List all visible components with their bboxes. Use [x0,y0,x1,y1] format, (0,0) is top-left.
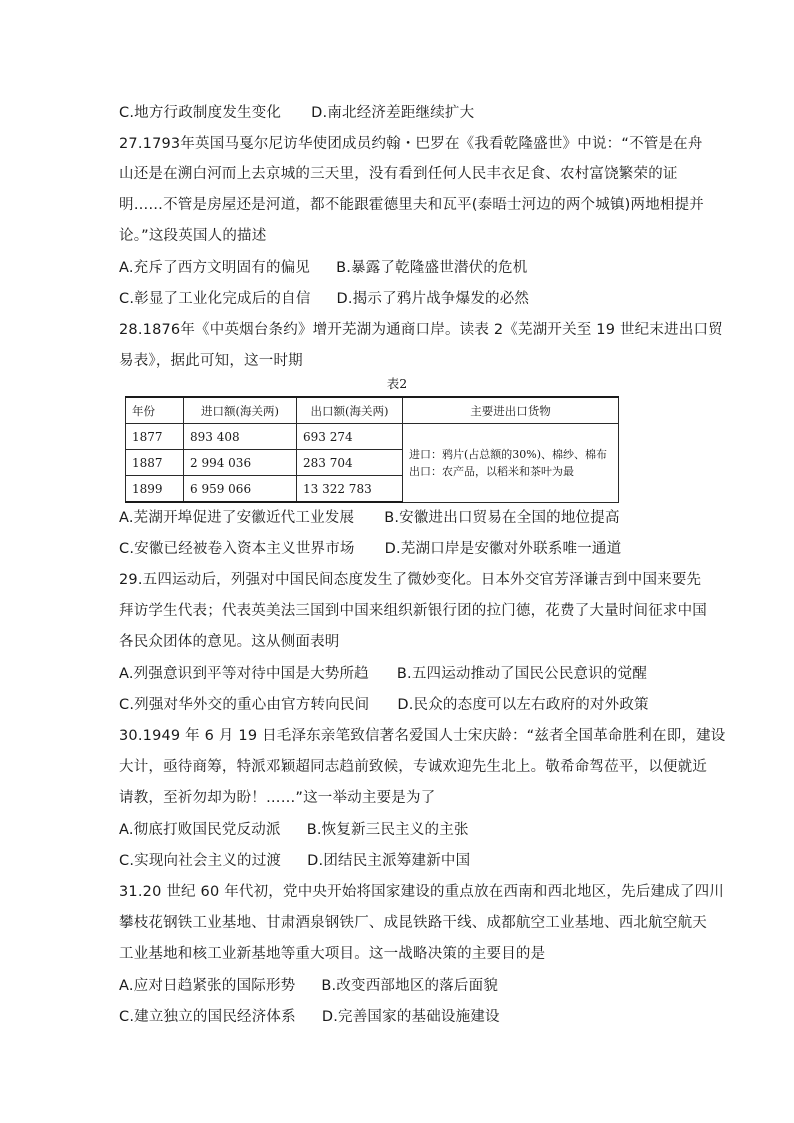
q28-stem-line-1: 28.1876年《中英烟台条约》增开芜湖为通商口岸。读表 2《芜湖开关至 19 世纪末进出口贸 [119,322,723,338]
q31-options-row-1 [119,976,498,996]
q29-stem-line-3: 各民众团体的意见。这从侧面表明 [119,634,340,650]
q28-option-d[interactable]: D.芜湖口岸是安徽对外联系唯一通道 [384,541,622,557]
q28-stem-line-2: 易表》，据此可知，这一时期 [119,353,303,369]
q29-option-a[interactable]: A.列强意识到平等对待中国是大势所趋 [119,666,369,682]
q29-option-d[interactable]: D.民众的态度可以左右政府的对外政策 [397,697,649,713]
cell-import: 2 994 036 [184,450,297,476]
q28-options-row-1 [119,508,620,528]
cell-year: 1899 [126,476,184,503]
q30-stem-line-1: 30.1949 年 6 月 19 日毛泽东亲笔致信著名爱国人士宋庆龄：“兹者全国革命胜利在即，建设 [119,728,726,744]
table-caption: 表2 [386,376,408,391]
cell-import: 6 959 066 [184,476,297,503]
q27-option-d[interactable]: D.揭示了鸦片战争爆发的必然 [336,291,530,307]
cell-year: 1877 [126,424,184,450]
q26-option-d[interactable]: D.南北经济差距继续扩大 [311,105,475,121]
cell-import: 893 408 [184,424,297,450]
q31-stem-line-2: 攀枝花钢铁工业基地、甘肃酒泉钢铁厂、成昆铁路干线、成都航空工业基地、西北航空航天 [119,915,707,931]
q29-stem-line-2: 拜访学生代表；代表英美法三国到中国来组织新银行团的拉门德，花费了大量时间征求中国 [119,603,707,619]
q30-stem-line-3: 请教，至祈勿却为盼！……”这一举动主要是为了 [119,790,436,806]
q31-option-d[interactable]: D.完善国家的基础设施建设 [321,1009,500,1025]
q31-option-c[interactable]: C.建立独立的国民经济体系 [119,1009,296,1025]
q27-stem-line-2: 山还是在溯白河而上去京城的三天里，没有看到任何人民丰衣足食、农村富饶繁荣的证 [119,166,678,182]
q28-option-c[interactable]: C.安徽已经被卷入资本主义世界市场 [119,541,355,557]
q30-option-c[interactable]: C.实现向社会主义的过渡 [119,853,282,869]
q29-option-b[interactable]: B.五四运动推动了国民公民意识的觉醒 [396,666,648,682]
cell-goods [403,424,619,503]
trade-table [125,396,619,503]
cell-export: 693 274 [297,424,403,450]
q27-stem-line-4: 论。”这段英国人的描述 [119,228,267,244]
q27-options-row-1 [119,258,527,278]
q27-options-row-2 [119,289,529,309]
goods-import-text: 进口：鸦片(占总额的30%)、棉纱、棉布 [409,447,608,461]
q27-stem-line-1: 27.1793年英国马戛尔尼访华使团成员约翰・巴罗在《我看乾隆盛世》中说：“不管是在舟 [119,136,703,152]
q28-options-row-2 [119,539,621,559]
q29-option-c[interactable]: C.列强对华外交的重心由官方转向民间 [119,697,370,713]
q27-option-c[interactable]: C.彰显了工业化完成后的自信 [119,291,311,307]
q30-option-b[interactable]: B.恢复新三民主义的主张 [306,822,469,838]
cell-export: 13 322 783 [297,476,403,503]
q28-option-b[interactable]: B.安徽进出口贸易在全国的地位提高 [384,510,620,526]
q30-option-d[interactable]: D.团结民主派筹建新中国 [307,853,471,869]
header-goods: 主要进出口货物 [403,397,619,424]
q31-stem-line-3: 工业基地和核工业新基地等重大项目。这一战略决策的主要目的是 [119,946,546,962]
q30-options-row-1 [119,820,469,840]
cell-export: 283 704 [297,450,403,476]
cell-year: 1887 [126,450,184,476]
q30-option-a[interactable]: A.彻底打败国民党反动派 [119,822,281,838]
q27-stem-line-3: 明……不管是房屋还是河道，都不能跟霍德里夫和瓦平(泰晤士河边的两个城镇)两地相提并 [119,197,705,213]
q29-stem-line-1: 29.五四运动后，列强对中国民间态度发生了微妙变化。日本外交官芳泽谦吉到中国来要先 [119,572,702,588]
header-export: 出口额(海关两) [297,397,403,424]
q31-option-a[interactable]: A.应对日趋紧张的国际形势 [119,978,296,994]
q31-option-b[interactable]: B.改变西部地区的落后面貌 [321,978,499,994]
q30-stem-line-2: 大计，亟待商筹，特派邓颖超同志趋前致候，专诚欢迎先生北上。敬希命驾莅平，以便就近 [119,759,707,775]
q26-option-c[interactable]: C.地方行政制度发生变化 [119,105,282,121]
header-import: 进口额(海关两) [184,397,297,424]
header-year: 年份 [126,397,184,424]
q26-options-row [119,103,474,123]
q28-option-a[interactable]: A.芜湖开埠促进了安徽近代工业发展 [119,510,355,526]
q27-option-b[interactable]: B.暴露了乾隆盛世潜伏的危机 [336,260,528,276]
q29-options-row-1 [119,664,647,684]
q30-options-row-2 [119,851,470,871]
q31-stem-line-1: 31.20 世纪 60 年代初，党中央开始将国家建设的重点放在西南和西北地区，先后建成了四川 [119,884,724,900]
table-row [126,424,619,450]
q29-options-row-2 [119,695,649,715]
q31-options-row-2 [119,1007,500,1027]
q27-option-a[interactable]: A.充斥了西方文明固有的偏见 [119,260,311,276]
table-header-row [126,397,619,424]
goods-export-text: 出口：农产品，以稻米和茶叶为最 [409,464,574,478]
